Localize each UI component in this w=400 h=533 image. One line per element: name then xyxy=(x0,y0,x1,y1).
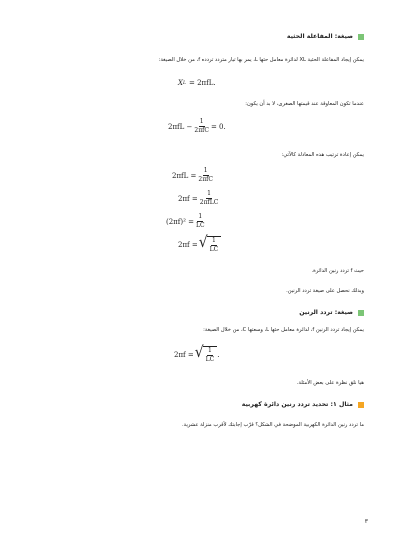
paragraph-inductive-reactance-intro: يمكن إيجاد المفاعلة الحثية XL لدائرة معامل حثها L، يمر بها تيار متردد تردده f، من خلال الصيغة: xyxy=(158,57,364,63)
step1-fraction xyxy=(198,168,213,183)
step4-denominator: LC xyxy=(209,246,219,253)
step1-denominator: 2πfC xyxy=(198,176,213,183)
eq3-lhs: 2πf = xyxy=(174,350,194,359)
heading-text: صيغة: المفاعلة الحثية xyxy=(286,33,353,40)
orange-square-icon xyxy=(358,402,364,408)
step3-numerator: 1 xyxy=(198,213,203,220)
equation-step-4 xyxy=(178,236,221,253)
eq3-period: . xyxy=(217,350,220,359)
step3-fraction xyxy=(196,214,205,229)
heading-text: مثال ١: تحديد تردد رنين دائرة كهربية xyxy=(241,401,353,408)
paragraph-resonant-frequency-intro: يمكن إيجاد تردد الرنين f، لدائرة معامل حثها L، وسعتها C، من خلال الصيغة: xyxy=(203,327,364,333)
eq2-fraction xyxy=(194,119,209,134)
equation-step-3 xyxy=(166,214,207,229)
paragraph-resonance-formula: وبذلك نحصل على صيغة تردد الرنين. xyxy=(286,288,364,294)
equation-inductive-reactance xyxy=(178,79,216,87)
page-number: ٣ xyxy=(364,518,368,525)
step2-lhs: 2πf = xyxy=(178,194,198,203)
equation-resonant-frequency xyxy=(174,346,219,363)
paragraph-rearrange: يمكن إعادة ترتيب هذه المعادلة كالآتي: xyxy=(281,152,364,158)
step3-denominator: LC xyxy=(196,222,205,229)
heading-text: صيغة: تردد الرنين xyxy=(299,309,353,316)
eq1-subscript: L xyxy=(182,80,186,86)
step2-numerator: 1 xyxy=(207,190,211,197)
paragraph-where-f: حيث f تردد رنين الدائرة. xyxy=(311,268,364,274)
eq3-denominator: LC xyxy=(205,356,215,363)
example-question: ما تردد رنين الدائرة الكهربية الموضحة في الشكل؟ قرّب إجابتك لأقرب منزلة عشرية. xyxy=(182,422,364,428)
eq1-rhs: = 2πfL. xyxy=(188,79,216,87)
step1-numerator: 1 xyxy=(203,167,208,174)
eq2-denominator: 2πfC xyxy=(194,127,209,134)
section-heading-inductive-reactance xyxy=(287,33,364,40)
equation-step-2 xyxy=(178,191,220,206)
eq2-numerator: 1 xyxy=(199,118,204,125)
eq2-left: 2πfL − xyxy=(168,122,193,131)
paragraph-minimum-impedance: عندما تكون المعاوقة عند قيمتها الصغرى، لا بد أن يكون: xyxy=(245,101,364,107)
eq2-right: = 0. xyxy=(210,122,226,131)
step2-denominator: 2πfLC xyxy=(199,199,219,206)
eq3-square-root: √ $\frac{1}{LC}$ xyxy=(195,346,218,363)
green-square-icon xyxy=(358,310,364,316)
step4-lhs: 2πf = xyxy=(178,240,198,249)
step4-square-root: √ $\frac{1}{LC}$ xyxy=(199,236,222,253)
step1-lhs: 2πfL = xyxy=(172,171,197,180)
example-heading xyxy=(242,401,364,408)
equation-step-1 xyxy=(172,168,215,183)
equation-resonance-condition xyxy=(168,119,226,134)
step3-lhs: (2πf)² = xyxy=(166,217,195,226)
section-heading-resonant-frequency xyxy=(299,309,364,316)
eq3-numerator: 1 xyxy=(208,347,212,354)
step4-numerator: 1 xyxy=(212,237,216,244)
paragraph-examples-intro: هيا نلق نظرة على بعض الأمثلة. xyxy=(296,380,364,386)
green-square-icon xyxy=(358,34,364,40)
step2-fraction xyxy=(200,191,219,206)
eq1-lhs: X xyxy=(178,79,183,87)
